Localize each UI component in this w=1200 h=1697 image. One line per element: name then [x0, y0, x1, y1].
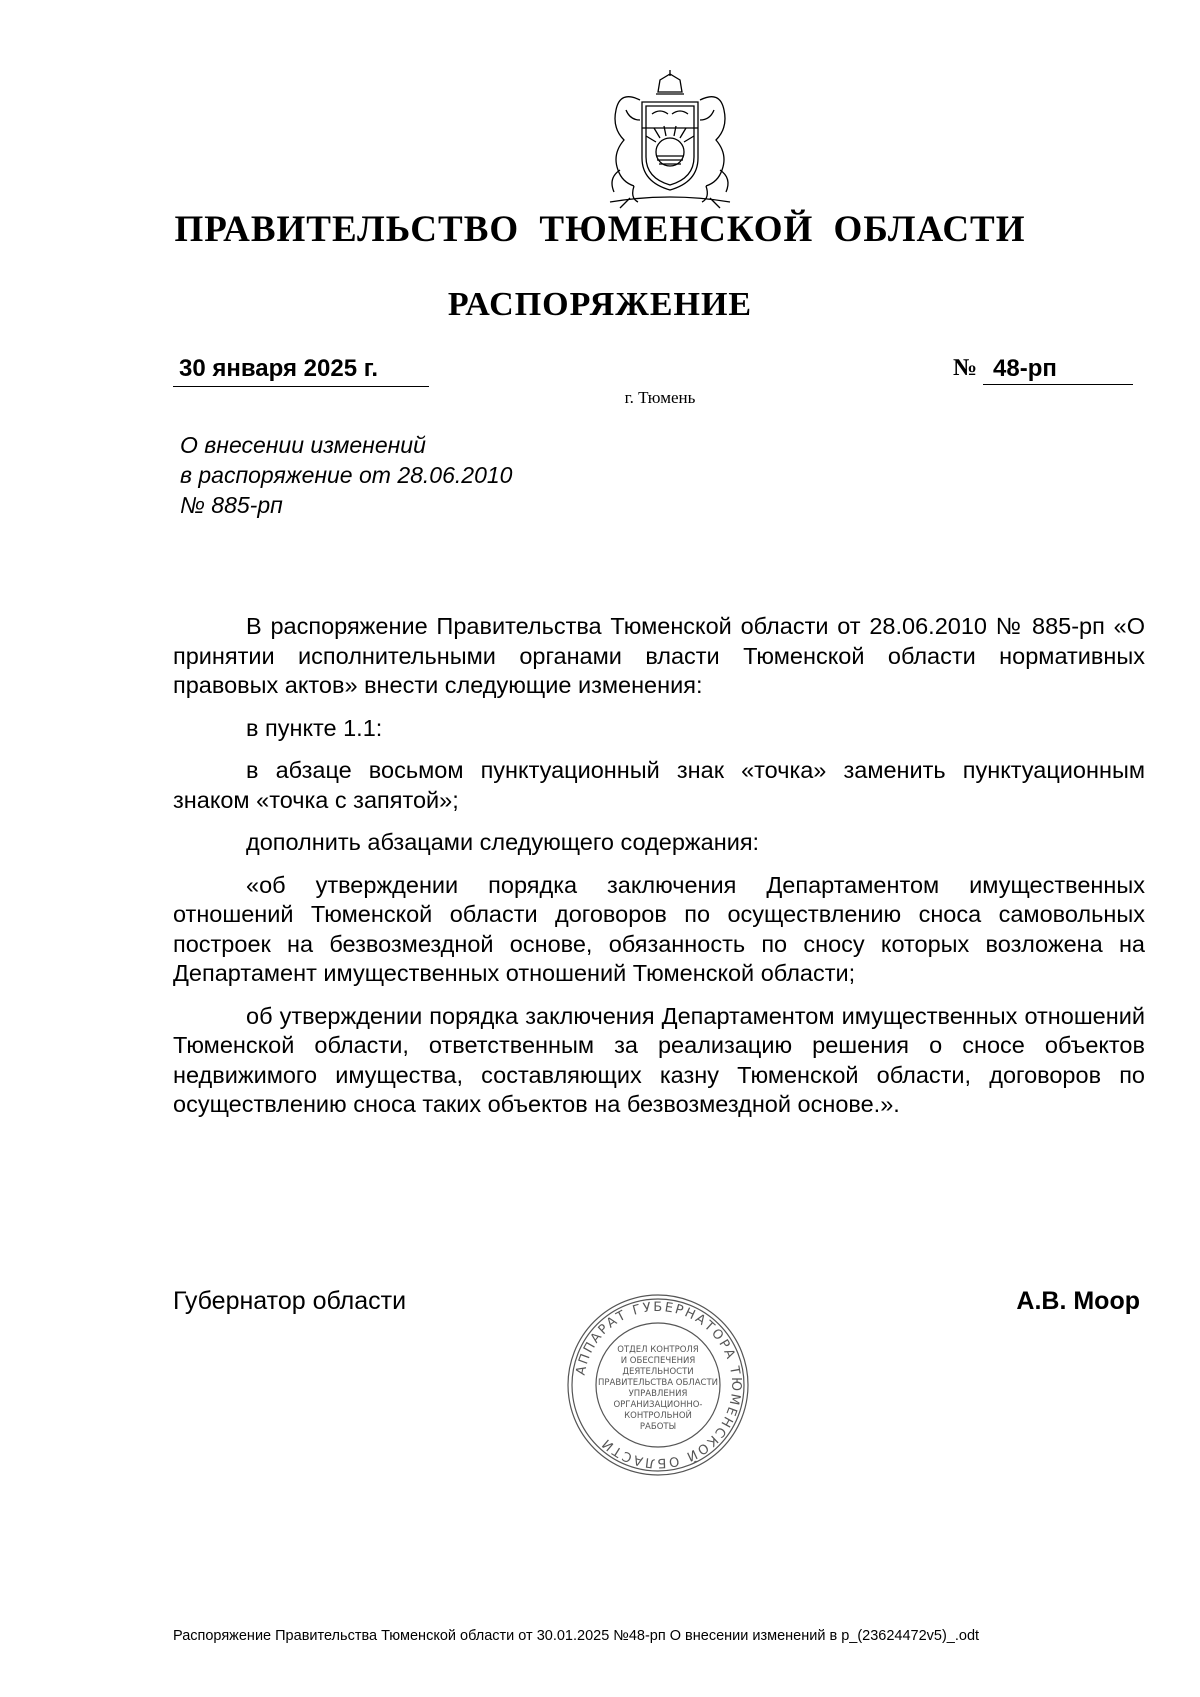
document-body — [173, 612, 1145, 1133]
coat-of-arms-icon — [590, 70, 750, 210]
body-paragraph: в абзаце восьмом пунктуационный знак «точка» заменить пунктуационным знаком «точка с запятой»; — [173, 757, 1145, 813]
document-type-title: РАСПОРЯЖЕНИЕ — [447, 286, 753, 323]
seal-inner-line: ДЕЯТЕЛЬНОСТИ — [622, 1367, 694, 1377]
seal-inner-line: ПРАВИТЕЛЬСТВА ОБЛАСТИ — [598, 1378, 718, 1388]
document-subject — [180, 430, 512, 520]
seal-ring-text: АППАРАТ ГУБЕРНАТОРА ТЮМЕНСКОЙ ОБЛАСТИ — [573, 1299, 744, 1471]
seal-inner-line: КОНТРОЛЬНОЙ — [624, 1411, 692, 1421]
document-city: г. Тюмень — [624, 388, 696, 407]
body-paragraph: дополнить абзацами следующего содержания: — [246, 829, 760, 855]
body-paragraph: в пункте 1.1: — [246, 714, 383, 741]
signer-name: А.В. Моор — [1016, 1287, 1140, 1315]
body-paragraph: об утверждении порядка заключения Департаментом имущественных отношений Тюменской области, ответственным за реализацию решения о сносе объектов недвижимого имущества, составляющих казну Тюменской области, договоров по осуществлению сноса таких объектов на безвозмездной основе.». — [173, 1002, 1145, 1117]
seal-inner-line: ОТДЕЛ КОНТРОЛЯ — [617, 1345, 699, 1355]
seal-inner-line: ОРГАНИЗАЦИОННО- — [613, 1400, 703, 1410]
official-seal-icon — [565, 1292, 751, 1478]
subject-line: О внесении изменений — [180, 432, 426, 458]
seal-inner-line: И ОБЕСПЕЧЕНИЯ — [620, 1356, 696, 1366]
subject-line: № 885-рп — [180, 492, 283, 518]
organization-title: ПРАВИТЕЛЬСТВО ТЮМЕНСКОЙ ОБЛАСТИ — [174, 209, 1026, 250]
seal-inner-line: УПРАВЛЕНИЯ — [628, 1389, 688, 1399]
number-sign: № — [953, 355, 978, 381]
signer-title: Губернатор области — [173, 1287, 407, 1315]
document-footer: Распоряжение Правительства Тюменской области от 30.01.2025 №48-рп О внесении изменений в р_(23624472v5)_.odt — [173, 1628, 980, 1644]
subject-line: в распоряжение от 28.06.2010 — [180, 462, 513, 488]
document-date: 30 января 2025 г. — [173, 355, 429, 387]
body-paragraph: В распоряжение Правительства Тюменской области от 28.06.2010 № 885-рп «О принятии исполнительными органами власти Тюменской области нормативных правовых актов» внести следующие изменения: — [173, 613, 1145, 698]
document-number: 48-рп — [983, 355, 1133, 385]
seal-inner-line: РАБОТЫ — [639, 1422, 677, 1432]
body-paragraph: «об утверждении порядка заключения Департаментом имущественных отношений Тюменской области договоров по осуществлению сноса самовольных построек на безвозмездной основе, обязанность по сносу которых возложена на Департамент имущественных отношений Тюменской области; — [173, 871, 1145, 986]
